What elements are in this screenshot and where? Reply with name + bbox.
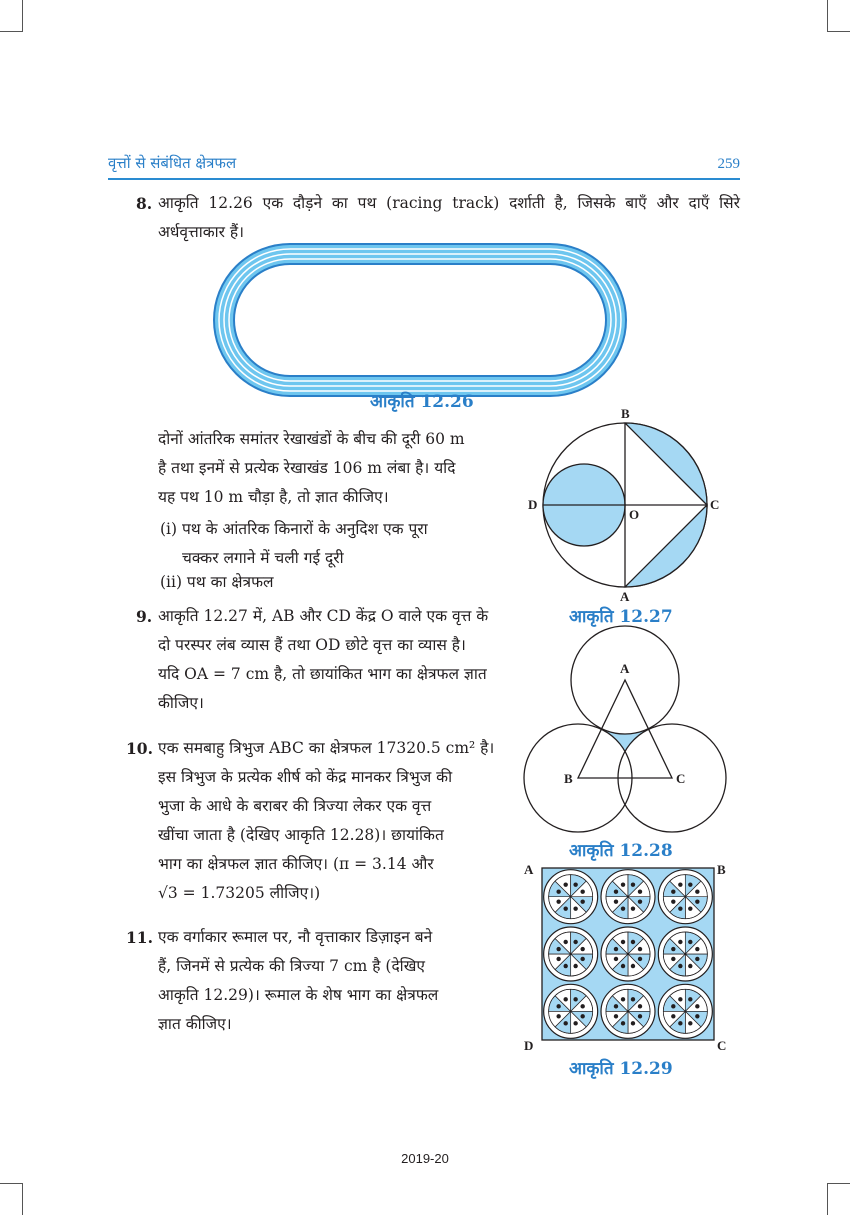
design-dot bbox=[638, 947, 642, 951]
text-line: आकृति 12.27 में, AB और CD केंद्र O वाले एक वृत्त के bbox=[158, 607, 489, 625]
question-8-details bbox=[158, 425, 503, 512]
chapter-title: वृत्तों से संबंधित क्षेत्रफल bbox=[108, 154, 237, 172]
figure-12-27-circle-diagram bbox=[525, 405, 725, 605]
design-dot bbox=[621, 964, 625, 968]
design-dot bbox=[671, 957, 675, 961]
design-dot bbox=[563, 997, 567, 1001]
design-dot bbox=[614, 1004, 618, 1008]
question-8-part-i bbox=[160, 515, 505, 573]
label-c: C bbox=[717, 1038, 727, 1053]
figure-12-26-racing-track bbox=[210, 240, 630, 400]
question-8-number: 8. bbox=[136, 194, 153, 213]
label-b: B bbox=[564, 771, 573, 786]
design-dot bbox=[631, 997, 635, 1001]
design-dot bbox=[678, 882, 682, 886]
circle-designs bbox=[544, 870, 713, 1039]
design-dot bbox=[695, 1004, 699, 1008]
label-c: C bbox=[710, 497, 720, 512]
design-dot bbox=[556, 889, 560, 893]
text-line: ज्ञात कीजिए। bbox=[158, 1015, 232, 1033]
figure-12-28-caption: आकृति 12.28 bbox=[569, 841, 673, 861]
track-inner bbox=[234, 264, 606, 376]
question-8-text bbox=[158, 189, 740, 247]
design-dot bbox=[580, 947, 584, 951]
text-line: यदि OA = 7 cm है, तो छायांकित भाग का क्षेत्रफल ज्ञात bbox=[158, 665, 487, 683]
crop-mark bbox=[828, 1183, 850, 1184]
design-dot bbox=[573, 882, 577, 886]
design-dot bbox=[573, 940, 577, 944]
text-line: आकृति 12.26 एक दौड़ने का पथ (racing track) दर्शाती है, जिसके बाएँ और दाएँ सिरे bbox=[158, 194, 740, 212]
figure-12-29-handkerchief bbox=[522, 860, 732, 1060]
text-line: चक्कर लगाने में चली गई दूरी bbox=[182, 549, 344, 567]
design-dot bbox=[621, 906, 625, 910]
label-d: D bbox=[524, 1038, 534, 1053]
design-dot bbox=[631, 940, 635, 944]
text-line: (ii) पथ का क्षेत्रफल bbox=[160, 573, 274, 591]
crop-mark bbox=[0, 1183, 22, 1184]
text-line: हैं, जिनमें से प्रत्येक की त्रिज्या 7 cm है (देखिए bbox=[158, 957, 425, 975]
label-d: D bbox=[528, 497, 538, 512]
running-header bbox=[108, 150, 740, 180]
text-line: अर्धवृत्ताकार हैं। bbox=[158, 223, 245, 241]
text-line: दोनों आंतरिक समांतर रेखाखंडों के बीच की दूरी 60 m bbox=[158, 430, 465, 448]
design-dot bbox=[695, 1014, 699, 1018]
design-dot bbox=[614, 899, 618, 903]
footer-year: 2019-20 bbox=[401, 1151, 449, 1166]
figure-12-27-caption: आकृति 12.27 bbox=[569, 607, 673, 627]
design-dot bbox=[638, 1014, 642, 1018]
design-dot bbox=[671, 889, 675, 893]
design-dot bbox=[563, 882, 567, 886]
figure-12-28-triangle-circles bbox=[515, 640, 735, 840]
text-line: यह पथ 10 m चौड़ा है, तो ज्ञात कीजिए। bbox=[158, 488, 389, 506]
design-dot bbox=[678, 940, 682, 944]
crop-mark bbox=[22, 1183, 23, 1215]
text-line: (i) पथ के आंतरिक किनारों के अनुदिश एक पूरा bbox=[160, 520, 428, 538]
question-8-part-ii bbox=[160, 568, 505, 597]
design-dot bbox=[688, 906, 692, 910]
design-dot bbox=[563, 906, 567, 910]
design-dot bbox=[638, 1004, 642, 1008]
design-dot bbox=[614, 1014, 618, 1018]
design-dot bbox=[695, 889, 699, 893]
label-b: B bbox=[621, 406, 630, 421]
design-dot bbox=[688, 1021, 692, 1025]
design-dot bbox=[631, 964, 635, 968]
design-dot bbox=[580, 899, 584, 903]
design-dot bbox=[638, 889, 642, 893]
label-o: O bbox=[629, 507, 640, 522]
design-dot bbox=[671, 947, 675, 951]
crop-mark bbox=[0, 31, 22, 32]
design-dot bbox=[678, 964, 682, 968]
design-dot bbox=[556, 947, 560, 951]
design-dot bbox=[573, 964, 577, 968]
design-dot bbox=[573, 997, 577, 1001]
design-dot bbox=[621, 940, 625, 944]
label-a: A bbox=[620, 661, 630, 676]
design-dot bbox=[580, 957, 584, 961]
text-line: कीजिए। bbox=[158, 694, 204, 712]
design-dot bbox=[614, 947, 618, 951]
design-dot bbox=[638, 899, 642, 903]
question-11-number: 11. bbox=[126, 928, 153, 947]
text-line: भाग का क्षेत्रफल ज्ञात कीजिए। (π = 3.14 और bbox=[158, 855, 434, 873]
label-a: A bbox=[620, 589, 630, 604]
design-dot bbox=[556, 957, 560, 961]
design-dot bbox=[614, 957, 618, 961]
text-line: आकृति 12.29)। रूमाल के शेष भाग का क्षेत्रफल bbox=[158, 986, 439, 1004]
question-10-text bbox=[158, 734, 503, 908]
design-dot bbox=[678, 906, 682, 910]
design-dot bbox=[580, 889, 584, 893]
question-11-text bbox=[158, 923, 503, 1039]
text-line: √3 = 1.73205 लीजिए।) bbox=[158, 884, 321, 902]
design-dot bbox=[563, 940, 567, 944]
design-dot bbox=[671, 1014, 675, 1018]
design-dot bbox=[638, 957, 642, 961]
design-dot bbox=[688, 964, 692, 968]
design-dot bbox=[688, 882, 692, 886]
label-b: B bbox=[717, 862, 726, 877]
text-line: भुजा के आधे के बराबर की त्रिज्या लेकर एक वृत्त bbox=[158, 797, 432, 815]
design-dot bbox=[631, 906, 635, 910]
text-line: एक वर्गाकार रूमाल पर, नौ वृत्ताकार डिज़ाइन बने bbox=[158, 928, 433, 946]
design-dot bbox=[556, 899, 560, 903]
crop-mark bbox=[827, 0, 828, 32]
text-line: है तथा इनमें से प्रत्येक रेखाखंड 106 m लंबा है। यदि bbox=[158, 459, 456, 477]
design-dot bbox=[671, 899, 675, 903]
design-dot bbox=[573, 906, 577, 910]
figure-12-29-caption: आकृति 12.29 bbox=[569, 1059, 673, 1079]
crop-mark bbox=[22, 0, 23, 32]
text-line: खींचा जाता है (देखिए आकृति 12.28)। छायांकित bbox=[158, 826, 444, 844]
text-line: इस त्रिभुज के प्रत्येक शीर्ष को केंद्र मानकर त्रिभुज की bbox=[158, 768, 453, 786]
text-line: दो परस्पर लंब व्यास हैं तथा OD छोटे वृत्त का व्यास है। bbox=[158, 636, 466, 654]
question-9-text bbox=[158, 602, 503, 718]
text-line: एक समबाहु त्रिभुज ABC का क्षेत्रफल 17320.5 cm² है। bbox=[158, 739, 495, 757]
design-dot bbox=[631, 882, 635, 886]
design-dot bbox=[580, 1014, 584, 1018]
page-number: 259 bbox=[717, 156, 740, 172]
design-dot bbox=[573, 1021, 577, 1025]
design-dot bbox=[563, 964, 567, 968]
design-dot bbox=[563, 1021, 567, 1025]
design-dot bbox=[688, 997, 692, 1001]
design-dot bbox=[580, 1004, 584, 1008]
design-dot bbox=[678, 997, 682, 1001]
design-dot bbox=[556, 1014, 560, 1018]
design-dot bbox=[614, 889, 618, 893]
design-dot bbox=[556, 1004, 560, 1008]
label-a: A bbox=[524, 862, 534, 877]
label-c: C bbox=[676, 771, 686, 786]
crop-mark bbox=[827, 1183, 828, 1215]
design-dot bbox=[671, 1004, 675, 1008]
design-dot bbox=[631, 1021, 635, 1025]
design-dot bbox=[678, 1021, 682, 1025]
design-dot bbox=[695, 899, 699, 903]
question-9-number: 9. bbox=[136, 607, 153, 626]
design-dot bbox=[695, 947, 699, 951]
design-dot bbox=[621, 882, 625, 886]
crop-mark bbox=[828, 31, 850, 32]
design-dot bbox=[621, 997, 625, 1001]
figure-12-26-caption: आकृति 12.26 bbox=[370, 392, 474, 412]
design-dot bbox=[688, 940, 692, 944]
design-dot bbox=[695, 957, 699, 961]
design-dot bbox=[621, 1021, 625, 1025]
question-10-number: 10. bbox=[126, 739, 153, 758]
